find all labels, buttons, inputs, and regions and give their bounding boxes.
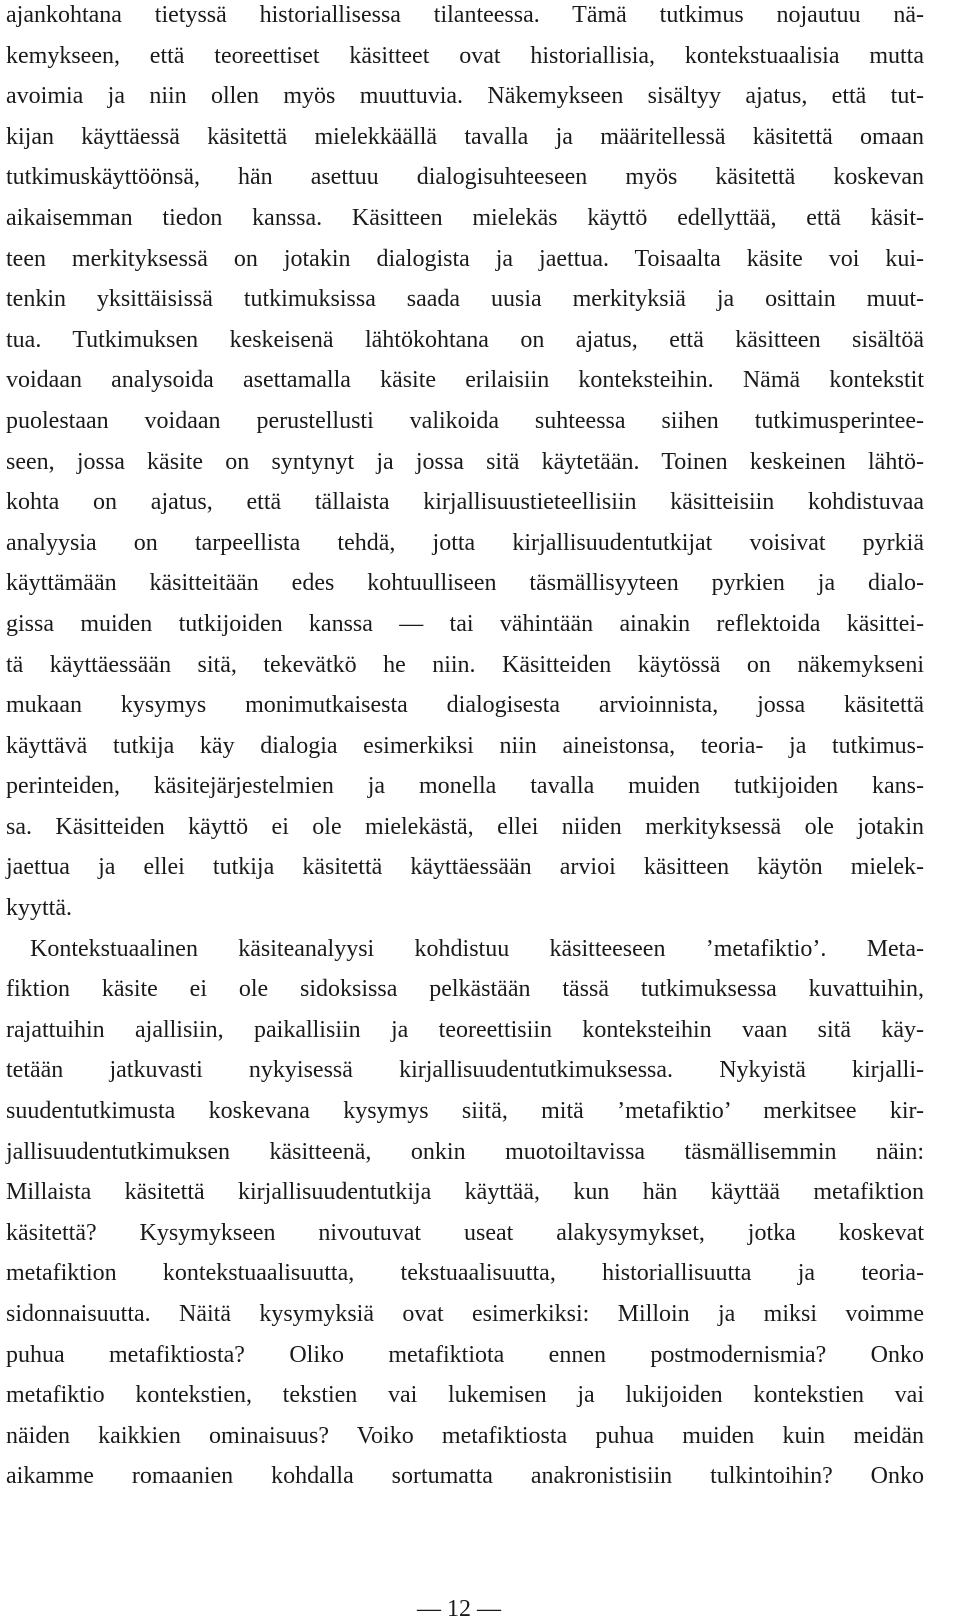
text-line: Kontekstuaalinen käsiteanalyysi kohdistuu käsitteeseen ’metafiktio’. Meta- [30,935,924,962]
text-line: sidonnaisuutta. Näitä kysymyksiä ovat esimerkiksi: Milloin ja miksi voimme [6,1301,924,1327]
text-line: teen merkityksessä on jotakin dialogista ja jaettua. Toisaalta käsite voi kui- [6,245,924,272]
text-line: puhua metafiktiosta? Oliko metafiktiota ennen postmodernismia? Onko [6,1341,924,1368]
text-line: puolestaan voidaan perustellusti valikoida suhteessa siihen tutkimusperintee- [6,407,924,434]
text-line: analyysia on tarpeellista tehdä, jotta kirjallisuudentutkijat voisivat pyrkiä [6,529,924,556]
text-line: kohta on ajatus, että tällaista kirjallisuustieteellisiin käsitteisiin kohdistuvaa [6,489,924,516]
text-line: mukaan kysymys monimutkaisesta dialogisesta arvioinnista, jossa käsitettä [6,692,924,719]
text-line: kijan käyttäessä käsitettä mielekkäällä tavalla ja määritellessä käsitettä omaan [6,123,924,150]
text-line: tutkimuskäyttöönsä, hän asettuu dialogisuhteeseen myös käsitettä koskevan [6,164,924,191]
text-line: perinteiden, käsitejärjestelmien ja monella tavalla muiden tutkijoiden kans- [6,773,924,800]
page-number: — 12 — [417,1596,501,1622]
paragraph-1 [6,0,924,929]
text-line: tenkin yksittäisissä tutkimuksissa saada uusia merkityksiä ja osittain muut- [6,286,924,313]
text-line: kemykseen, että teoreettiset käsitteet ovat historiallisia, kontekstuaalisia mutta [6,42,924,69]
text-line: jallisuudentutkimuksen käsitteenä, onkin muotoiltavissa täsmällisemmin näin: [6,1138,924,1165]
text-line: Millaista käsitettä kirjallisuudentutkija käyttää, kun hän käyttää metafiktion [6,1179,924,1206]
text-line: gissa muiden tutkijoiden kanssa — tai vähintään ainakin reflektoida käsittei- [6,610,924,637]
text-line: rajattuihin ajallisiin, paikallisiin ja teoreettisiin konteksteihin vaan sitä käy- [6,1016,924,1043]
text-line: metafiktio kontekstien, tekstien vai lukemisen ja lukijoiden kontekstien vai [6,1382,924,1409]
paragraph-2 [6,929,924,1497]
text-line: käsitettä? Kysymykseen nivoutuvat useat alakysymykset, jotka koskevat [6,1219,924,1246]
text-line: suudentutkimusta koskevana kysymys siitä, mitä ’metafiktio’ merkitsee kir- [6,1098,924,1125]
text-line: tua. Tutkimuksen keskeisenä lähtökohtana on ajatus, että käsitteen sisältöä [6,326,924,353]
text-line: aikamme romaanien kohdalla sortumatta anakronistisiin tulkintoihin? Onko [6,1463,924,1490]
text-line: jaettua ja ellei tutkija käsitettä käyttäessään arvioi käsitteen käytön mielek- [6,854,924,881]
text-line: tetään jatkuvasti nykyisessä kirjallisuudentutkimuksessa. Nykyistä kirjalli- [6,1057,924,1084]
text-line: voidaan analysoida asettamalla käsite erilaisiin konteksteihin. Nämä kontekstit [6,367,924,394]
text-line: sa. Käsitteiden käyttö ei ole mielekästä, ellei niiden merkityksessä ole jotakin [6,813,924,840]
text-line: kyyttä. [6,895,72,922]
text-line: ajankohtana tietyssä historiallisessa tilanteessa. Tämä tutkimus nojautuu nä- [6,2,924,28]
text-line: aikaisemman tiedon kanssa. Käsitteen mielekäs käyttö edellyttää, että käsit- [6,204,924,231]
text-line: tä käyttäessään sitä, tekevätkö he niin. Käsitteiden käytössä on näkemykseni [6,651,924,678]
text-line: käyttämään käsitteitään edes kohtuulliseen täsmällisyyteen pyrkien ja dialo- [6,570,924,597]
document-page [6,0,924,1497]
text-line: metafiktion kontekstuaalisuutta, tekstuaalisuutta, historiallisuutta ja teoria- [6,1260,924,1287]
text-line: avoimia ja niin ollen myös muuttuvia. Näkemykseen sisältyy ajatus, että tut- [6,83,924,110]
text-line: näiden kaikkien ominaisuus? Voiko metafiktiosta puhua muiden kuin meidän [6,1422,924,1449]
text-line: seen, jossa käsite on syntynyt ja jossa sitä käytetään. Toinen keskeinen lähtö- [6,448,924,475]
text-line: fiktion käsite ei ole sidoksissa pelkästään tässä tutkimuksessa kuvattuihin, [6,976,924,1003]
text-line: käyttävä tutkija käy dialogia esimerkiksi niin aineistonsa, teoria- ja tutkimus- [6,732,924,759]
